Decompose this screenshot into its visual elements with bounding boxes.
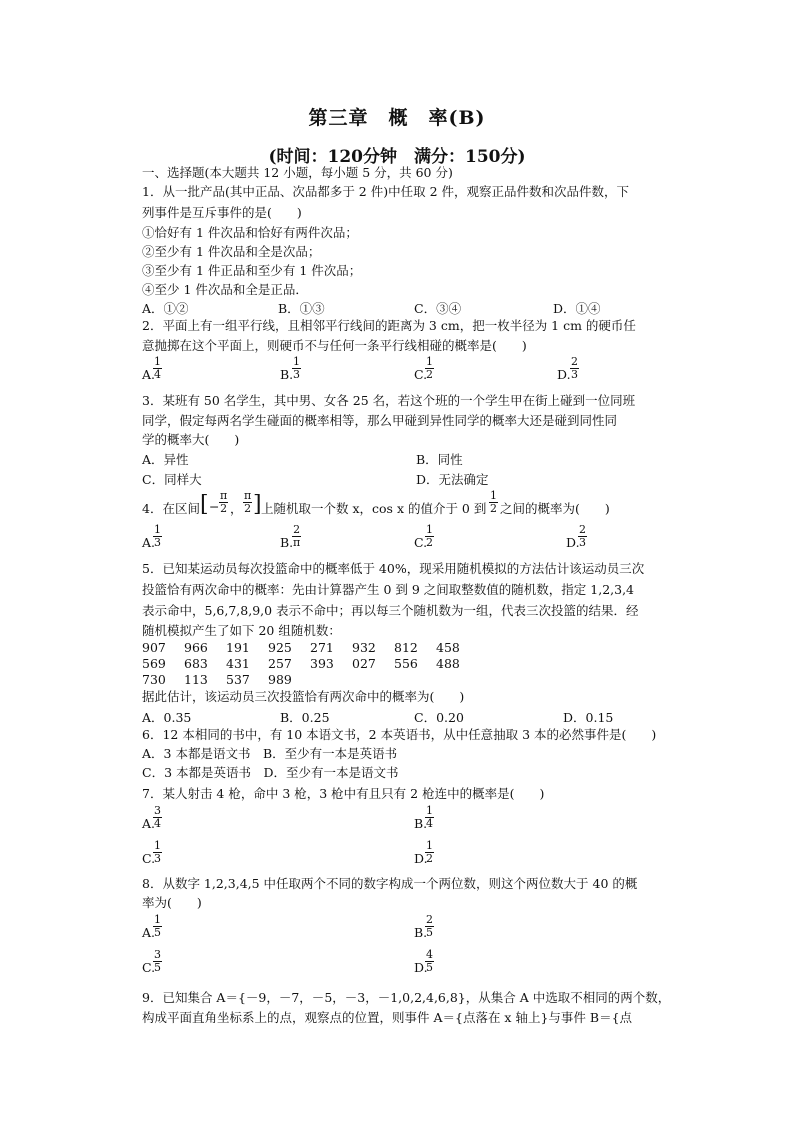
q4-comma: ， [230, 501, 243, 516]
q9-line2: 构成平面直角坐标系上的点，观察点的位置，则事件 A＝{点落在 x 轴上}与事件 B＝{点 [142, 1010, 633, 1025]
q6-options-cd: C．3 本都是英语书 D．至少有一本是语文书 [142, 765, 399, 780]
q4-prefix: 4．在区间 [142, 501, 200, 516]
q1-option-a: A．①② [142, 301, 189, 316]
q5-option-c: C．0.20 [414, 710, 464, 725]
q1-statement-2: ②至少有 1 件次品和全是次品； [142, 244, 321, 259]
q2-option-d-fraction: $\frac{2}{3}$ [571, 355, 578, 381]
q8-option-b-fraction: $\frac{2}{5}$ [426, 913, 433, 939]
q4-minus-sign: − [209, 499, 220, 514]
q3-line2: 同学，假定每两名学生碰面的概率相等，那么甲碰到异性同学的概率大还是碰到同性同 [142, 413, 618, 428]
q5-line5: 据此估计，该运动员三次投篮恰有两次命中的概率为( ) [142, 689, 465, 704]
q7-option-a-label: A. [142, 816, 156, 831]
exam-subtitle: (时间：120分钟 满分：150分) [268, 147, 526, 167]
q4-option-a-fraction: $\frac{1}{3}$ [154, 523, 161, 549]
q7-option-a-fraction: $\frac{3}{4}$ [154, 804, 161, 830]
q3-option-d: D．无法确定 [416, 472, 489, 487]
q4-half-fraction: $\frac{1}{2}$ [490, 489, 497, 515]
q7-line1: 7．某人射击 4 枪，命中 3 枪，3 枪中有且只有 2 枪连中的概率是( ) [142, 786, 545, 801]
q8-option-d-label: D. [414, 960, 428, 975]
q1-statement-3: ③至少有 1 件正品和至少有 1 件次品； [142, 263, 362, 278]
q8-option-c-fraction: $\frac{3}{5}$ [154, 948, 161, 974]
q8-option-b-label: B. [414, 925, 428, 940]
q7-option-b-label: B. [414, 816, 428, 831]
q2-option-c-fraction: $\frac{1}{2}$ [426, 355, 433, 381]
q5-line1: 5．已知某运动员每次投篮命中的概率低于 40%，现采用随机模拟的方法估计该运动员三次 [142, 561, 645, 576]
q5-option-d: D．0.15 [563, 710, 614, 725]
q2-option-d-label: D. [557, 367, 571, 382]
q2-option-a-fraction: $\frac{1}{4}$ [154, 355, 161, 381]
q4-option-b-fraction: $\frac{2}{\pi}$ [293, 523, 301, 549]
q7-option-c-fraction: $\frac{1}{3}$ [154, 839, 161, 865]
q3-line1: 3．某班有 50 名学生，其中男、女各 25 名，若这个班的一个学生甲在街上碰到一位同班 [142, 393, 636, 408]
q1-option-b: B．①③ [278, 301, 325, 316]
q8-line2: 率为( ) [142, 895, 202, 910]
q7-option-b-fraction: $\frac{1}{4}$ [426, 804, 433, 830]
q4-suffix: 之间的概率为( ) [500, 501, 610, 516]
q2-option-a-label: A. [142, 367, 156, 382]
q1-line2: 列事件是互斥事件的是( ) [142, 205, 302, 220]
q2-line1: 2．平面上有一组平行线，且相邻平行线间的距离为 3 cm，把一枚半径为 1 cm 的硬币任 [142, 318, 636, 333]
q2-option-b-label: B. [280, 367, 294, 382]
q5-option-a: A．0.35 [142, 710, 192, 725]
q8-option-a-label: A. [142, 925, 156, 940]
q7-option-d-fraction: $\frac{1}{2}$ [426, 839, 433, 865]
q8-line1: 8．从数字 1,2,3,4,5 中任取两个不同的数字构成一个两位数，则这个两位数大于 40 的概 [142, 876, 638, 891]
q4-middle-text: 上随机取一个数 x，cos x 的值介于 0 到 [261, 501, 487, 516]
q9-line1: 9．已知集合 A＝{－9，－7，－5，－3，－1,0,2,4,6,8}，从集合 A 中选取不相同的两个数， [142, 990, 671, 1005]
q1-statement-1: ①恰好有 1 件次品和恰好有两件次品； [142, 225, 358, 240]
section-heading: 一、选择题(本大题共 12 小题，每小题 5 分，共 60 分) [142, 165, 453, 180]
q4-interval-lower: $\frac{\pi}{2}$ [220, 489, 228, 515]
q3-line3: 学的概率大( ) [142, 432, 240, 447]
q2-option-c-label: C. [414, 367, 428, 382]
q2-option-b-fraction: $\frac{1}{3}$ [293, 355, 300, 381]
q6-options-ab: A．3 本都是语文书 B．至少有一本是英语书 [142, 746, 398, 761]
q4-option-c-fraction: $\frac{1}{2}$ [426, 523, 433, 549]
q7-option-c-label: C. [142, 851, 156, 866]
q5-random-row-2: 569 683 431 257 393 027 556 488 [142, 656, 460, 671]
q1-line1: 1．从一批产品(其中正品、次品都多于 2 件)中任取 2 件，观察正品件数和次品件数，下 [142, 184, 630, 199]
q1-statement-4: ④至少 1 件次品和全是正品． [142, 282, 308, 297]
q2-line2: 意抛掷在这个平面上，则硬币不与任何一条平行线相碰的概率是( ) [142, 338, 527, 353]
q5-line3: 表示命中，5,6,7,8,9,0 表示不命中；再以每三个随机数为一组，代表三次投篮的结果．经 [142, 603, 639, 618]
q4-option-c-label: C. [414, 535, 428, 550]
q4-option-d-fraction: $\frac{2}{3}$ [579, 523, 586, 549]
q5-line4: 随机模拟产生了如下 20 组随机数： [142, 623, 341, 638]
q4-left-bracket: [ [200, 492, 209, 517]
q4-option-a-label: A. [142, 535, 156, 550]
q5-option-b: B．0.25 [280, 710, 330, 725]
q5-random-row-1: 907 966 191 925 271 932 812 458 [142, 640, 460, 655]
q8-option-c-label: C. [142, 960, 156, 975]
q3-option-c: C．同样大 [142, 472, 202, 487]
q4-option-d-label: D. [566, 535, 580, 550]
q1-option-c: C．③④ [414, 301, 462, 316]
q8-option-d-fraction: $\frac{4}{5}$ [426, 948, 433, 974]
q4-option-b-label: B. [280, 535, 294, 550]
q7-option-d-label: D. [414, 851, 428, 866]
q6-line1: 6．12 本相同的书中，有 10 本语文书，2 本英语书，从中任意抽取 3 本的必然事件是( ) [142, 727, 657, 742]
q8-option-a-fraction: $\frac{1}{5}$ [154, 913, 161, 939]
q1-option-d: D．①④ [553, 301, 601, 316]
q4-right-bracket: ] [253, 492, 262, 517]
q3-option-a: A．异性 [142, 452, 189, 467]
q3-option-b: B．同性 [416, 452, 463, 467]
q5-random-row-3: 730 113 537 989 [142, 672, 292, 687]
q5-line2: 投篮恰有两次命中的概率：先由计算器产生 0 到 9 之间取整数值的随机数，指定 1,2,3,4 [142, 582, 635, 597]
q4-interval-upper: $\frac{\pi}{2}$ [244, 489, 252, 515]
chapter-title: 第三章 概 率(B) [308, 107, 486, 129]
